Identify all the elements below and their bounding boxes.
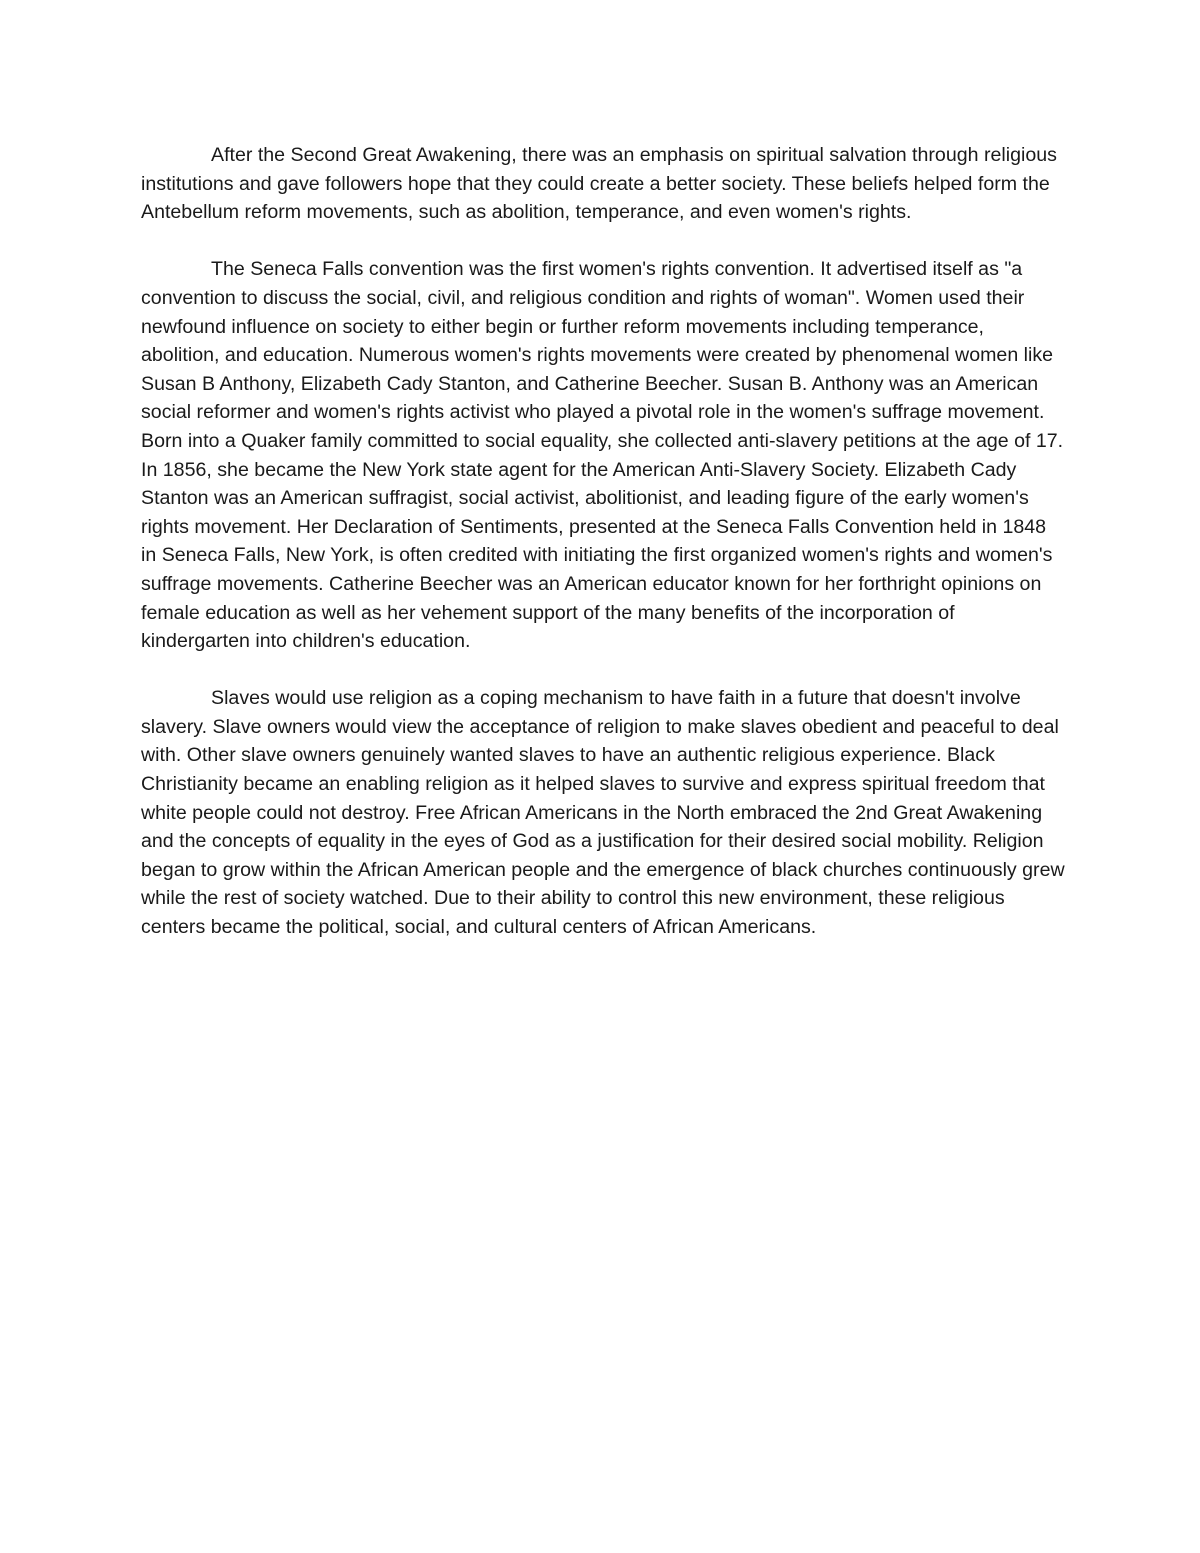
paragraph-slaves-religion: Slaves would use religion as a coping mechanism to have faith in a future that doesn't involve slavery. Slave owners would view the acceptance of religion to make slaves obedient and peaceful to deal with. Other slave owners genuinely wanted slaves to have an authentic religious experience. Black Christianity became an enabling religion as it helped slaves to survive and express spiritual freedom that white people could not destroy. Free African Americans in the North embraced the 2nd Great Awakening and the concepts of equality in the eyes of God as a justification for their desired social mobility. Religion began to grow within the African American people and the emergence of black churches continuously grew while the rest of society watched. Due to their ability to control this new environment, these religious centers became the political, social, and cultural centers of African Americans. [141,687,1065,939]
paragraph-second-great-awakening: After the Second Great Awakening, there was an emphasis on spiritual salvation through religious institutions and gave followers hope that they could create a better society. These beliefs helped form the Antebellum reform movements, such as abolition, temperance, and even women's rights. [141,144,1057,224]
document-body [141,141,1066,942]
paragraph-seneca-falls: The Seneca Falls convention was the first women's rights convention. It advertised itself as "a convention to discuss the social, civil, and religious condition and rights of woman". Women used their newfound influence on society to either begin or further reform movements including temperance, abolition, and education. Numerous women's rights movements were created by phenomenal women like Susan B Anthony, Elizabeth Cady Stanton, and Catherine Beecher. Susan B. Anthony was an American social reformer and women's rights activist who played a pivotal role in the women's suffrage movement. Born into a Quaker family committed to social equality, she collected anti-slavery petitions at the age of 17. In 1856, she became the New York state agent for the American Anti-Slavery Society. Elizabeth Cady Stanton was an American suffragist, social activist, abolitionist, and leading figure of the early women's rights movement. Her Declaration of Sentiments, presented at the Seneca Falls Convention held in 1848 in Seneca Falls, New York, is often credited with initiating the first organized women's rights and women's suffrage movements. Catherine Beecher was an American educator known for her forthright opinions on female education as well as her vehement support of the many benefits of the incorporation of kindergarten into children's education. [141,258,1064,653]
